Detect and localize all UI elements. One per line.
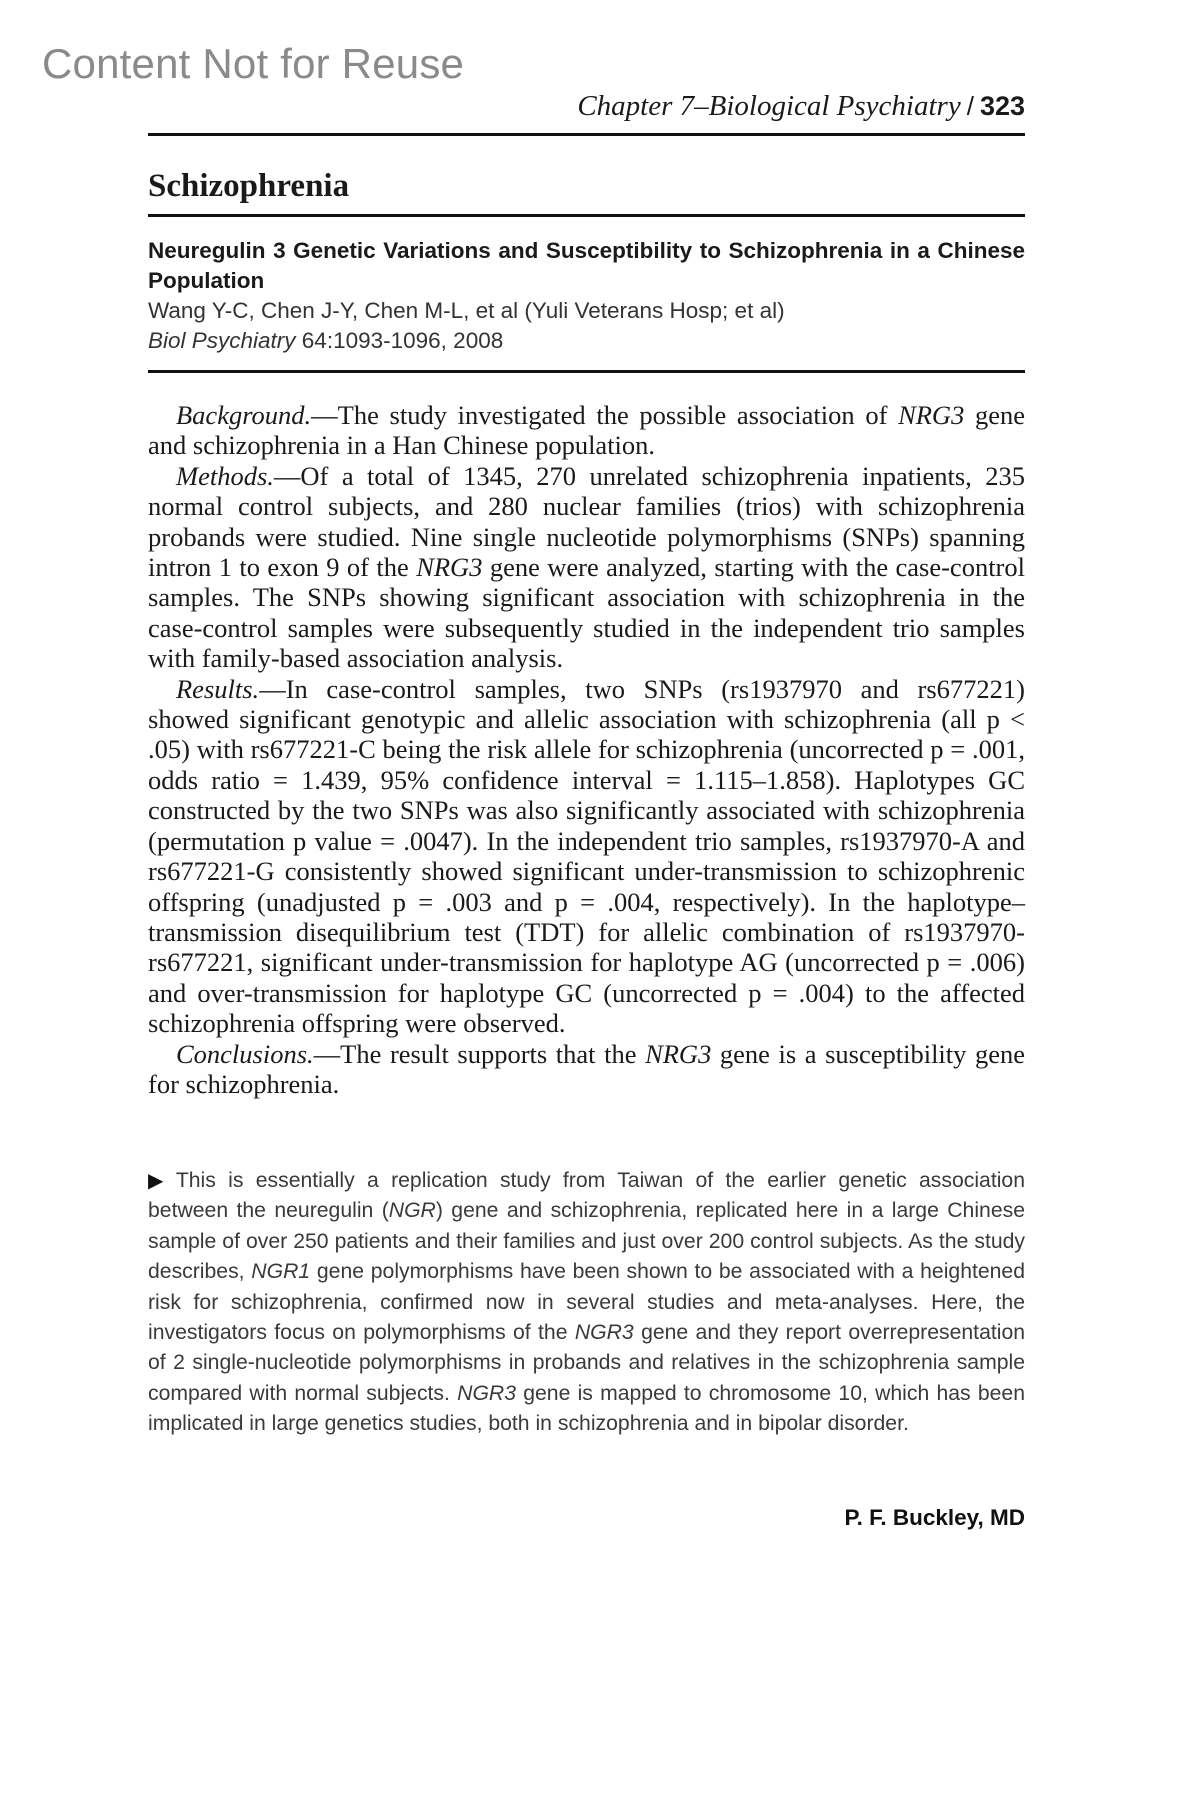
editor-commentary xyxy=(148,1166,1025,1440)
abstract-results xyxy=(148,674,1025,1039)
watermark: Content Not for Reuse xyxy=(42,40,465,87)
background-label: Background. xyxy=(176,400,312,430)
results-text: —In case-control samples, two SNPs (rs1937970 and rs677221) showed significant genotypic and allelic association with schizophrenia (all p < .05) with rs677221-C being the risk allele for schizophrenia (uncorrected p = .001, odds ratio = 1.439, 95% confidence interval = 1.115–1.858). Haplotypes GC constructed by the two SNPs was also significantly associated with schizophrenia (permutation p value = .0047). In the independent trio samples, rs1937970-A and rs677221-G consistently showed significant under-transmission to schizophrenic offspring (unadjusted p = .003 and p = .004, respectively). In the haplotype–transmission disequilibrium test (TDT) for allelic combination of rs1937970-rs677221, significant under-transmission for haplotype AG (uncorrected p = .006) and over-transmission for haplotype GC (uncorrected p = .004) to the affected schizophrenia offspring were observed. xyxy=(148,673,1025,1039)
article-header xyxy=(148,236,1025,356)
abstract-background xyxy=(148,400,1025,461)
methods-label: Methods. xyxy=(176,460,274,491)
conclusions-label: Conclusions. xyxy=(176,1038,314,1069)
commentary-text: This is essentially a replication study from Taiwan of the earlier genetic association between the neuregulin ( xyxy=(148,1169,1025,1223)
gene-name: NGR xyxy=(388,1199,436,1223)
gene-name: NGR3 xyxy=(574,1321,634,1345)
background-text: —The study investigated the possible association of xyxy=(311,400,899,430)
commentary-text: ) gene and schizophrenia, replicated here in a large Chinese sample of over 250 patients and their families and just over 200 control subjects. As the study describes, xyxy=(148,1199,1025,1284)
running-head xyxy=(148,90,1025,123)
article-title: Neuregulin 3 Genetic Variations and Susceptibility to Schizophrenia in a Chinese Population xyxy=(148,238,1025,293)
section-rule xyxy=(148,214,1025,217)
commentary-text: gene polymorphisms have been shown to be associated with a heightened risk for schizophrenia, confirmed now in several studies and meta-analyses. Here, the investigators focus on polymorphisms of the xyxy=(148,1260,1025,1345)
section-title: Schizophrenia xyxy=(148,168,350,204)
volume-pages-year: 64:1093-1096, 2008 xyxy=(295,328,504,353)
commentary-author: P. F. Buckley, MD xyxy=(844,1505,1025,1530)
header-rule xyxy=(148,133,1025,136)
abstract-rule xyxy=(148,370,1025,373)
abstract xyxy=(148,400,1025,1099)
gene-name: NRG3 xyxy=(645,1038,712,1069)
gene-name: NRG3 xyxy=(898,400,965,430)
commentary-text: gene is mapped to chromosome 10, which has been implicated in large genetics studies, both in schizophrenia and in bipolar disorder. xyxy=(148,1381,1025,1436)
abstract-methods xyxy=(148,461,1025,674)
background-text-end: gene and schizophrenia in a Han Chinese population. xyxy=(148,400,1026,461)
conclusions-text: —The result supports that the xyxy=(313,1038,646,1069)
triangle-bullet-icon: ▶ xyxy=(148,1170,170,1192)
chapter-title: Chapter 7–Biological Psychiatry xyxy=(577,90,961,122)
results-label: Results. xyxy=(176,673,260,704)
article-citation xyxy=(148,326,1025,356)
page-number: 323 xyxy=(979,91,1025,121)
abstract-conclusions xyxy=(148,1039,1025,1100)
journal-name: Biol Psychiatry xyxy=(148,328,296,353)
methods-text: —Of a total of 1345, 270 unrelated schizophrenia inpatients, 235 normal control subjects, and 280 nuclear families (trios) with schizophrenia probands were studied. Nine single nucleotide polymorphisms (SNPs) spanning intron 1 to exon 9 of the xyxy=(148,460,1025,583)
article-authors: Wang Y-C, Chen J-Y, Chen M-L, et al (Yuli Veterans Hosp; et al) xyxy=(148,298,785,323)
gene-name: NRG3 xyxy=(416,552,483,583)
gene-name: NGR3 xyxy=(457,1381,517,1405)
gene-name: NGR1 xyxy=(251,1260,311,1284)
commentary-text: gene and they report overrepresentation of 2 single-nucleotide polymorphisms in probands and relatives in the schizophrenia sample compared with normal subjects. xyxy=(148,1321,1026,1405)
running-head-separator: / xyxy=(966,91,974,121)
methods-text-end: gene were analyzed, starting with the case-control samples. The SNPs showing significant association with schizophrenia in the case-control samples were subsequently studied in the independent trio samples with family-based association analysis. xyxy=(148,552,1025,674)
conclusions-text-end: gene is a susceptibility gene for schizophrenia. xyxy=(148,1038,1026,1099)
